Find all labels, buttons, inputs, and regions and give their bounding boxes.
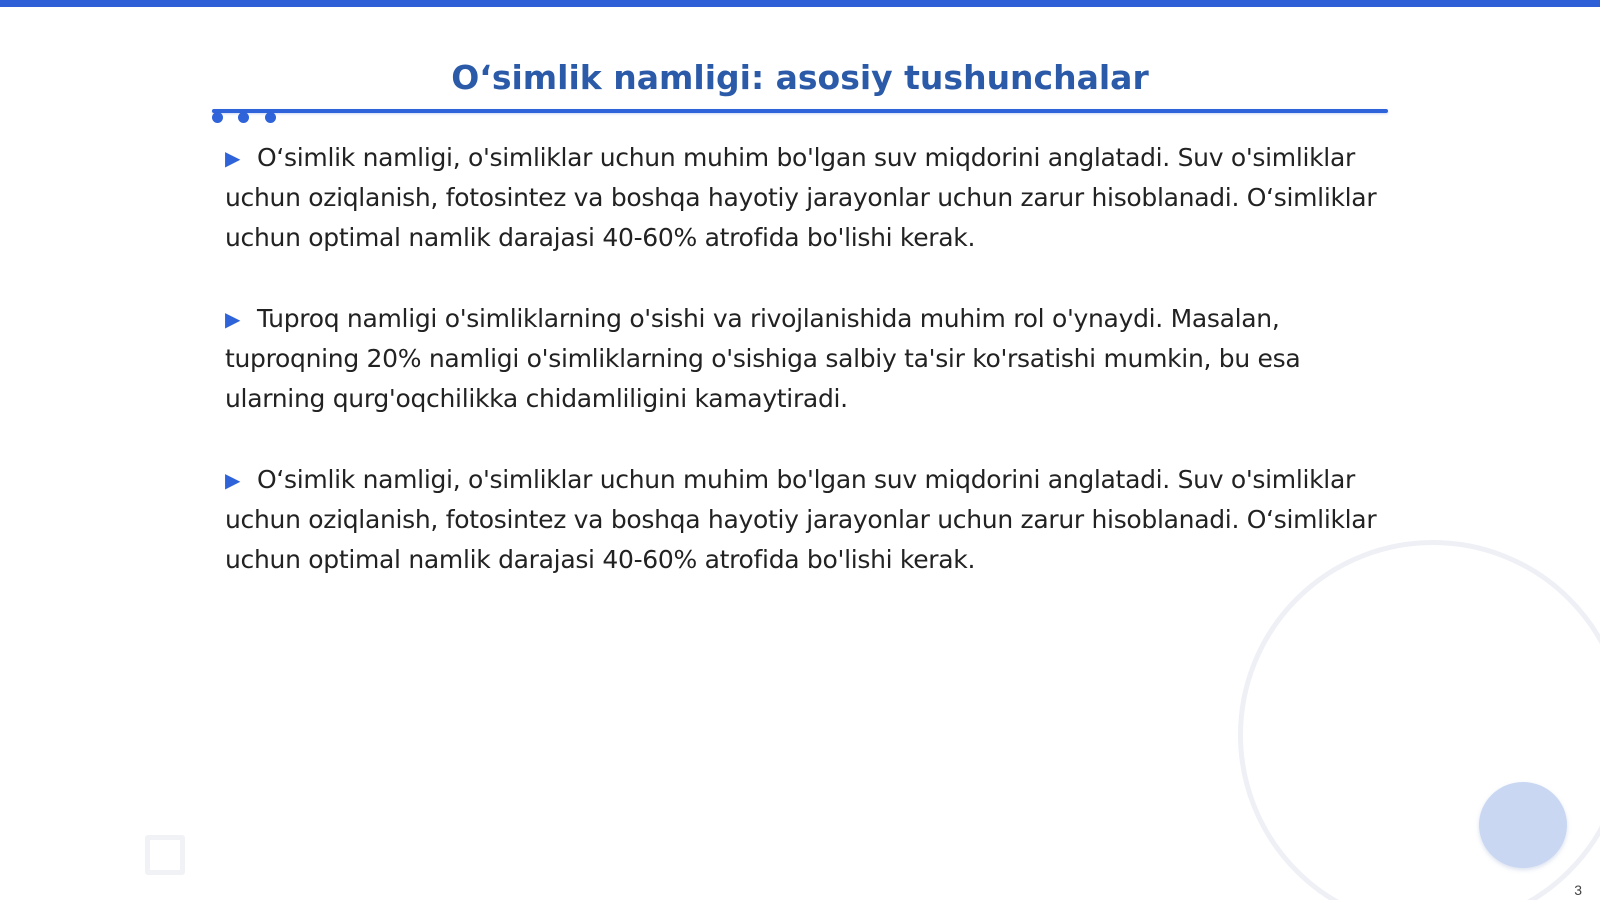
title-dots-decoration <box>212 112 282 124</box>
triangle-right-icon: ▶ <box>225 307 241 331</box>
slide-content <box>225 138 1395 621</box>
bullet-text: Tuproq namligi o'simliklarning o'sishi va rivojlanishida muhim rol o'ynaydi. Masalan, tuproqning 20% namligi o'simliklarning o'sishiga salbiy ta'sir ko'rsatishi mumkin, bu esa ularning qurg'oqchilikka chidamliligini kamaytiradi. <box>225 304 1301 413</box>
decoration-dot <box>238 112 249 123</box>
decoration-dot <box>212 112 223 123</box>
bullet-paragraph-3 <box>225 460 1395 580</box>
title-underline <box>212 109 1388 113</box>
triangle-right-icon: ▶ <box>225 146 241 170</box>
decoration-dot <box>265 112 276 123</box>
decorative-circle <box>1479 782 1567 868</box>
page-number: 3 <box>1574 882 1582 898</box>
bullet-paragraph-2 <box>225 299 1395 419</box>
slide-title: Oʻsimlik namligi: asosiy tushunchalar <box>451 58 1149 97</box>
bullet-text: Oʻsimlik namligi, o'simliklar uchun muhim bo'lgan suv miqdorini anglatadi. Suv o'simliklar uchun oziqlanish, fotosintez va boshqa hayotiy jarayonlar uchun zarur hisoblanadi. Oʻsimliklar uchun optimal namlik darajasi 40-60% atrofida bo'lishi kerak. <box>225 143 1377 252</box>
top-accent-bar <box>0 0 1600 7</box>
bullet-text: Oʻsimlik namligi, o'simliklar uchun muhim bo'lgan suv miqdorini anglatadi. Suv o'simliklar uchun oziqlanish, fotosintez va boshqa hayotiy jarayonlar uchun zarur hisoblanadi. Oʻsimliklar uchun optimal namlik darajasi 40-60% atrofida bo'lishi kerak. <box>225 465 1377 574</box>
bullet-paragraph-1 <box>225 138 1395 258</box>
triangle-right-icon: ▶ <box>225 468 241 492</box>
decorative-square <box>145 835 185 875</box>
